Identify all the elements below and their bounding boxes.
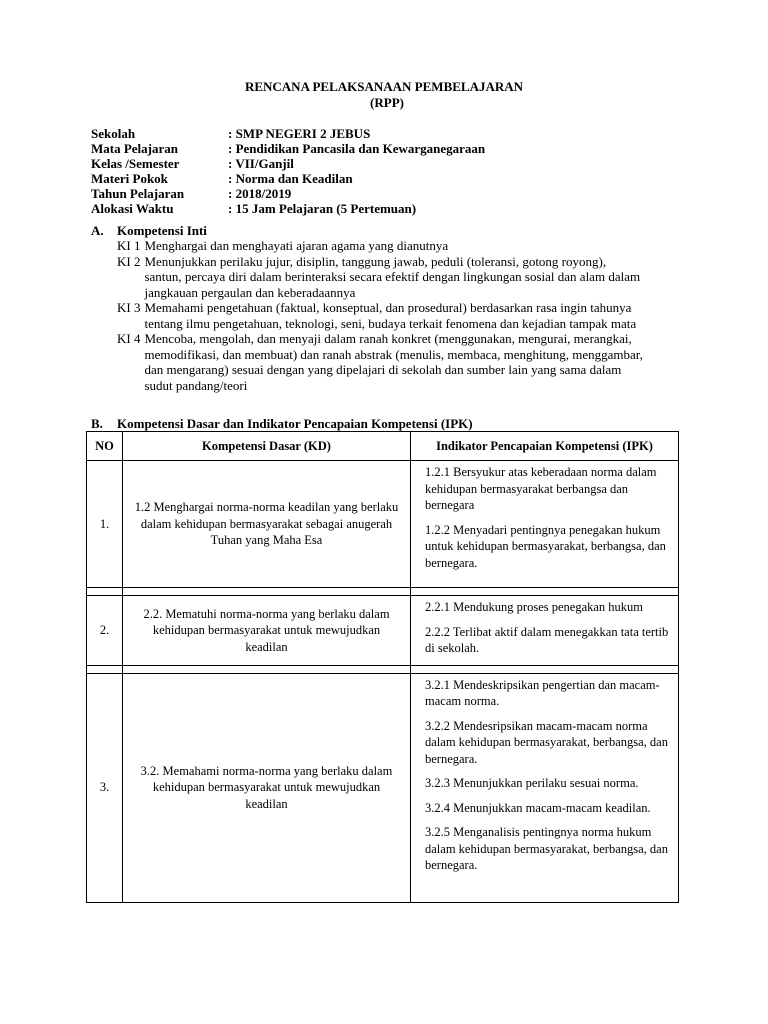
ipk-item: 1.2.2 Menyadari pentingnya penegakan hukum untuk kehidupan bermasyarakat, berbangsa, dan bernegara. — [425, 522, 666, 570]
ki-item — [117, 238, 691, 254]
ki-text: Menunjukkan perilaku jujur, disiplin, tanggung jawab, peduli (toleransi, gotong royong), santun, percaya diri dalam berinteraksi secara efektif dengan lingkungan sosial dan alam dalam jangkauan pergaulan dan keberadaannya — [144, 253, 641, 300]
ki-label: KI 3 — [117, 300, 141, 315]
title-line-1: RENCANA PELAKSANAAN PEMBELAJARAN — [244, 79, 524, 94]
ipk-item: 2.2.2 Terlibat aktif dalam menegakkan tata tertib di sekolah. — [425, 624, 669, 655]
row-kd: 2.2. Mematuhi norma-norma yang berlaku dalam kehidupan bermasyarakat untuk mewujudkan keadilan — [123, 596, 411, 666]
section-kompetensi-inti — [91, 223, 691, 393]
info-row — [91, 126, 485, 141]
info-label: Alokasi Waktu — [91, 201, 174, 216]
section-a-heading — [91, 223, 691, 238]
info-row — [91, 186, 485, 201]
info-row — [91, 171, 485, 186]
info-label: Materi Pokok — [91, 171, 168, 186]
section-b-title: Kompetensi Dasar dan Indikator Pencapaian Kompetensi (IPK) — [117, 416, 473, 431]
section-a-letter: A. — [91, 223, 104, 238]
ki-item — [117, 300, 691, 331]
ki-label: KI 1 — [117, 238, 141, 253]
ki-text: Memahami pengetahuan (faktual, konseptual, dan prosedural) berdasarkan rasa ingin tahunya tentang ilmu pengetahuan, teknologi, seni, budaya terkait fenomena dan kejadian tampak mata — [144, 300, 637, 331]
info-value: : SMP NEGERI 2 JEBUS — [228, 126, 371, 141]
info-label: Tahun Pelajaran — [91, 186, 185, 201]
ki-text: Mencoba, mengolah, dan menyaji dalam ranah konkret (menggunakan, mengurai, merangkai, memodifikasi, dan membuat) dan ranah abstrak (menulis, membaca, menghitung, menggambar, dan mengarang) sesuai dengan yang dipelajari di sekolah dan sumber lain yang sama dalam sudut pandang/teori — [144, 331, 643, 393]
info-value: : Pendidikan Pancasila dan Kewarganegaraan — [228, 141, 486, 156]
info-row — [91, 156, 485, 171]
row-ipk — [411, 673, 679, 902]
section-b-letter: B. — [91, 416, 103, 431]
ipk-item: 3.2.2 Mendesripsikan macam-macam norma dalam kehidupan bermasyarakat, berbangsa, dan bernegara. — [425, 718, 668, 766]
info-value: : 15 Jam Pelajaran (5 Pertemuan) — [228, 201, 417, 216]
ipk-item: 2.2.1 Mendukung proses penegakan hukum — [425, 600, 644, 614]
identity-info — [91, 126, 485, 216]
ki-label: KI 2 — [117, 253, 141, 269]
row-kd: 1.2 Menghargai norma-norma keadilan yang berlaku dalam kehidupan bermasyarakat sebagai anugerah Tuhan yang Maha Esa — [123, 461, 411, 588]
section-b-heading — [91, 416, 473, 432]
ki-text: Menghargai dan menghayati ajaran agama yang dianutnya — [144, 238, 449, 253]
info-row — [91, 141, 485, 156]
row-ipk — [411, 596, 679, 666]
info-label: Sekolah — [91, 126, 136, 141]
row-ipk — [411, 461, 679, 588]
row-number: 3. — [87, 673, 123, 902]
section-a-title: Kompetensi Inti — [117, 223, 207, 238]
ki-item — [117, 331, 691, 393]
ipk-item: 3.2.3 Menunjukkan perilaku sesuai norma. — [425, 776, 639, 790]
ki-list — [117, 238, 691, 393]
ipk-item: 3.2.1 Mendeskripsikan pengertian dan macam-macam norma. — [425, 677, 660, 708]
info-label: Mata Pelajaran — [91, 141, 179, 156]
ki-label: KI 4 — [117, 331, 141, 346]
header-no: NO — [87, 432, 123, 461]
info-value: : VII/Ganjil — [228, 156, 294, 171]
row-kd: 3.2. Memahami norma-norma yang berlaku dalam kehidupan bermasyarakat untuk mewujudkan keadilan — [123, 673, 411, 902]
header-kd: Kompetensi Dasar (KD) — [123, 432, 411, 461]
info-row — [91, 201, 485, 216]
document-title — [0, 79, 768, 111]
ipk-item: 1.2.1 Bersyukur atas keberadaan norma dalam kehidupan bermasyarakat berbangsa dan bernegara — [425, 465, 657, 512]
table-row — [87, 596, 679, 666]
row-number: 2. — [87, 596, 123, 666]
table-row — [87, 673, 679, 902]
ki-item — [117, 254, 691, 301]
info-value: : 2018/2019 — [228, 186, 292, 201]
table-spacer — [87, 665, 679, 673]
title-line-2: (RPP) — [370, 95, 404, 110]
info-label: Kelas /Semester — [91, 156, 180, 171]
header-ipk: Indikator Pencapaian Kompetensi (IPK) — [411, 432, 679, 461]
row-number: 1. — [87, 461, 123, 588]
table-spacer — [87, 588, 679, 596]
info-value: : Norma dan Keadilan — [228, 171, 353, 186]
ipk-item: 3.2.4 Menunjukkan macam-macam keadilan. — [425, 800, 651, 815]
kd-ipk-table — [86, 431, 679, 903]
ipk-item: 3.2.5 Menganalisis pentingnya norma hukum dalam kehidupan bermasyarakat, berbangsa, dan bernegara. — [425, 825, 668, 872]
table-header-row — [87, 432, 679, 461]
table-row — [87, 461, 679, 588]
